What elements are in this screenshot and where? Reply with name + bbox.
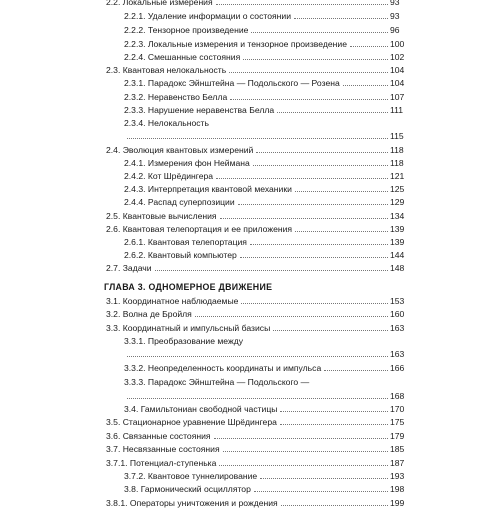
toc-entry-page: 187 <box>390 458 405 468</box>
toc-entry-page: 118 <box>390 145 404 155</box>
toc-leader-dots <box>254 491 388 492</box>
toc-leader-dots <box>350 46 388 47</box>
toc-leader-dots <box>240 257 388 258</box>
toc-leader-dots <box>251 32 388 33</box>
toc-entry-row[interactable] <box>0 295 500 307</box>
toc-entry-row[interactable] <box>0 223 500 235</box>
toc-leader-dots <box>273 330 388 331</box>
toc-entry-row[interactable] <box>0 416 500 428</box>
toc-entry-page: 163 <box>390 323 405 333</box>
toc-entry-row[interactable] <box>0 77 500 89</box>
toc-entry-title: 2.3.1. Парадокс Эйнштейна — Подольского — Розена <box>124 78 340 88</box>
toc-entry-title: 2.2.1. Удаление информации о состоянии <box>124 11 292 21</box>
toc-entry-page: 179 <box>390 431 405 441</box>
toc-leader-dots <box>294 18 388 19</box>
toc-entry-page: 96 <box>390 25 400 35</box>
toc-entry-page: 185 <box>390 444 405 454</box>
toc-entry-row[interactable] <box>0 249 500 261</box>
toc-entry-page: 198 <box>390 484 405 494</box>
toc-entry-row[interactable] <box>0 210 500 222</box>
toc-entry-title: 3.5. Стационарное уравнение Шрёдингера <box>106 417 277 427</box>
toc-leader-dots <box>216 4 388 5</box>
toc-leader-dots <box>277 112 388 113</box>
toc-entry-title: 3.3.2. Неопределенность координаты и импульса <box>124 363 322 373</box>
toc-leader-dots <box>230 99 388 100</box>
toc-entry-row[interactable] <box>0 170 500 182</box>
toc-entry-row[interactable] <box>0 403 500 415</box>
toc-entry-row[interactable] <box>0 144 500 156</box>
toc-entry-title: 3.3. Координатный и импульсный базисы <box>106 323 271 333</box>
toc-leader-dots <box>256 152 388 153</box>
toc-leader-dots <box>238 204 388 205</box>
toc-entry-row[interactable] <box>0 430 500 442</box>
toc-entry-page: 170 <box>390 404 405 414</box>
toc-entry-title: 3.8.1. Операторы уничтожения и рождения <box>106 498 278 508</box>
toc-leader-dots <box>223 451 388 452</box>
toc-entry-title: 2.7. Задачи <box>106 263 152 273</box>
toc-entry-page: 115 <box>390 131 404 141</box>
toc-entry-page: 102 <box>390 52 405 62</box>
toc-entry-title: 2.2.2. Тензорное произведение <box>124 25 249 35</box>
toc-entry-title: 2.6. Квантовая телепортация и ее приложения <box>106 224 293 234</box>
toc-leader-dots <box>343 85 388 86</box>
toc-entry-row[interactable] <box>0 38 500 50</box>
toc-entry-title: 3.7.1. Потенциал-ступенька <box>106 458 217 468</box>
toc-entry-page: 107 <box>390 92 405 102</box>
toc-leader-dots <box>219 465 388 466</box>
toc-entry-page: 125 <box>390 184 405 194</box>
chapter-heading-row <box>0 281 500 293</box>
toc-entry-row[interactable] <box>0 262 500 274</box>
toc-entry-page: 166 <box>390 363 405 373</box>
toc-entry-title: 3.4. Гамильтониан свободной частицы <box>124 404 278 414</box>
toc-entry-title: 2.2.3. Локальные измерения и тензорное произведение <box>124 39 347 49</box>
toc-leader-dots <box>127 356 388 357</box>
toc-entry-title: 2.6.2. Квантовый компьютер <box>124 250 237 260</box>
toc-entry-row[interactable] <box>0 348 500 360</box>
toc-entry-title: 2.6.1. Квантовая телепортация <box>124 237 247 247</box>
toc-leader-dots <box>250 244 388 245</box>
toc-entry-row[interactable] <box>0 443 500 455</box>
toc-entry-row[interactable] <box>0 91 500 103</box>
toc-entry-title: 3.3.1. Преобразование между <box>124 336 244 346</box>
toc-entry-row[interactable] <box>0 104 500 116</box>
toc-entry-row[interactable] <box>0 117 500 129</box>
toc-entry-row[interactable] <box>0 497 500 509</box>
toc-leader-dots <box>260 478 388 479</box>
toc-entry-row[interactable] <box>0 183 500 195</box>
toc-entry-title: 2.4.4. Распад суперпозиции <box>124 197 235 207</box>
toc-entry-row[interactable] <box>0 196 500 208</box>
toc-entry-title: 3.1. Координатное наблюдаемые <box>106 296 239 306</box>
toc-entry-page: 139 <box>390 224 405 234</box>
toc-entry-page: 139 <box>390 237 405 247</box>
toc-entry-title: 2.5. Квантовые вычисления <box>106 211 217 221</box>
toc-entry-page: 193 <box>390 471 405 481</box>
toc-entry-page: 121 <box>390 171 405 181</box>
toc-entry-title: 2.3. Квантовая нелокальность <box>106 65 227 75</box>
toc-entry-page: 129 <box>390 197 405 207</box>
toc-leader-dots <box>127 138 388 139</box>
toc-entry-row[interactable] <box>0 10 500 22</box>
toc-entry-row[interactable] <box>0 483 500 495</box>
toc-entry-page: 134 <box>390 211 405 221</box>
toc-entry-page: 168 <box>390 391 405 401</box>
toc-entry-page: 104 <box>390 78 405 88</box>
toc-entry-page: 175 <box>390 417 405 427</box>
toc-entry-title: 2.3.2. Неравенство Белла <box>124 92 228 102</box>
toc-entry-page: 153 <box>390 296 405 306</box>
toc-leader-dots <box>195 316 388 317</box>
toc-entry-title: 3.6. Связанные состояния <box>106 431 211 441</box>
toc-entry-page: 160 <box>390 309 405 319</box>
toc-entry-title: 2.3.3. Нарушение неравенства Белла <box>124 105 275 115</box>
toc-leader-dots <box>216 178 388 179</box>
toc-entry-title: 2.4.2. Кот Шрёдингера <box>124 171 214 181</box>
toc-entry-row[interactable] <box>0 308 500 320</box>
toc-entry-row[interactable] <box>0 335 500 347</box>
toc-leader-dots <box>241 303 388 304</box>
toc-leader-dots <box>281 505 388 506</box>
toc-leader-dots <box>243 59 388 60</box>
chapter-heading: ГЛАВА 3. ОДНОМЕРНОЕ ДВИЖЕНИЕ <box>104 282 273 292</box>
toc-entry-page: 93 <box>390 11 400 21</box>
toc-leader-dots <box>127 398 388 399</box>
toc-entry-row[interactable] <box>0 0 500 8</box>
toc-leader-dots <box>324 370 388 371</box>
toc-entry-page: 100 <box>390 39 405 49</box>
toc-leader-dots <box>295 191 388 192</box>
toc-leader-dots <box>295 231 388 232</box>
toc-entry-row[interactable] <box>0 322 500 334</box>
toc-entry-page: 199 <box>390 498 405 508</box>
toc-leader-dots <box>214 438 388 439</box>
toc-entry-title: 2.2.4. Смешанные состояния <box>124 52 241 62</box>
toc-entry-title: 3.7.2. Квантовое туннелирование <box>124 471 258 481</box>
toc-entry-page: 104 <box>390 65 405 75</box>
toc-entry-row[interactable] <box>0 376 500 388</box>
toc-entry-title: 2.3.4. Нелокальность <box>124 118 209 128</box>
toc-entry-row[interactable] <box>0 51 500 63</box>
toc-entry-row[interactable] <box>0 390 500 402</box>
toc-leader-dots <box>155 270 388 271</box>
toc-entry-page: 118 <box>390 158 404 168</box>
toc-entry-title: 2.2. Локальные измерения <box>106 0 213 7</box>
toc-leader-dots <box>253 165 388 166</box>
toc-entry-row[interactable] <box>0 470 500 482</box>
toc-entry-title: 3.2. Волна де Бройля <box>106 309 192 319</box>
toc-entry-row[interactable] <box>0 24 500 36</box>
toc-entry-row[interactable] <box>0 236 500 248</box>
toc-entry-title: 2.4.3. Интерпретация квантовой механики <box>124 184 292 194</box>
toc-entry-title: 2.4. Эволюция квантовых измерений <box>106 145 254 155</box>
toc-leader-dots <box>280 424 388 425</box>
toc-entry-page: 163 <box>390 349 405 359</box>
toc-entry-row[interactable] <box>0 457 500 469</box>
toc-leader-dots <box>220 218 388 219</box>
toc-entry-title: 3.3.3. Парадокс Эйнштейна — Подольского — <box>124 377 310 387</box>
toc-entry-title: 2.4.1. Измерения фон Неймана <box>124 158 250 168</box>
toc-entry-page: 144 <box>390 250 405 260</box>
toc-entry-page: 111 <box>390 105 404 115</box>
toc-entry-row[interactable] <box>0 130 500 142</box>
toc-entry-row[interactable] <box>0 64 500 76</box>
toc-leader-dots <box>280 411 388 412</box>
toc-entry-row[interactable] <box>0 362 500 374</box>
toc-leader-dots <box>229 72 388 73</box>
toc-entry-title: 3.7. Несвязанные состояния <box>106 444 220 454</box>
toc-entry-row[interactable] <box>0 157 500 169</box>
toc-entry-page: 93 <box>390 0 400 7</box>
toc-entry-title: 3.8. Гармонический осциллятор <box>124 484 251 494</box>
toc-entry-page: 148 <box>390 263 405 273</box>
